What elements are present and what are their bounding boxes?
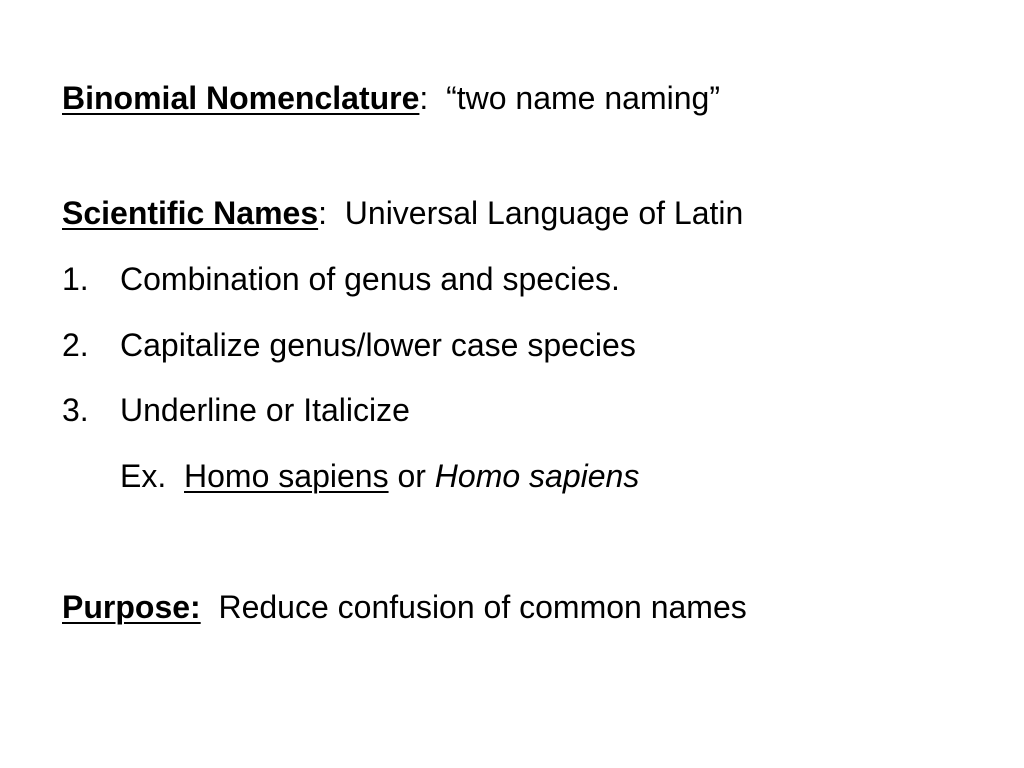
purpose-separator	[201, 589, 219, 625]
scientific-names-definition: Universal Language of Latin	[344, 195, 744, 231]
list-item-text: Capitalize genus/lower case species	[120, 327, 636, 363]
colon-separator: :	[318, 195, 345, 231]
example-conjunction: or	[388, 458, 435, 494]
purpose-term: Purpose:	[62, 589, 201, 625]
list-item-text: Combination of genus and species.	[120, 261, 620, 297]
scientific-names-term: Scientific Names	[62, 195, 319, 231]
scientific-names-line	[62, 193, 743, 233]
example-prefix: Ex.	[120, 458, 185, 494]
example-underlined-name: Homo sapiens	[184, 458, 389, 494]
binomial-nomenclature-term: Binomial Nomenclature	[62, 80, 420, 116]
binomial-nomenclature-definition: “two name naming”	[446, 80, 720, 116]
list-item-number: 2.	[62, 327, 89, 363]
colon-separator: :	[419, 80, 447, 116]
purpose-line	[62, 587, 747, 627]
binomial-nomenclature-line	[62, 78, 720, 118]
list-item-text: Underline or Italicize	[120, 392, 410, 428]
list-item-number: 1.	[62, 261, 89, 297]
purpose-definition: Reduce confusion of common names	[218, 589, 747, 625]
example-line	[120, 456, 639, 496]
example-italic-name: Homo sapiens	[434, 458, 640, 494]
list-item-number: 3.	[62, 392, 89, 428]
